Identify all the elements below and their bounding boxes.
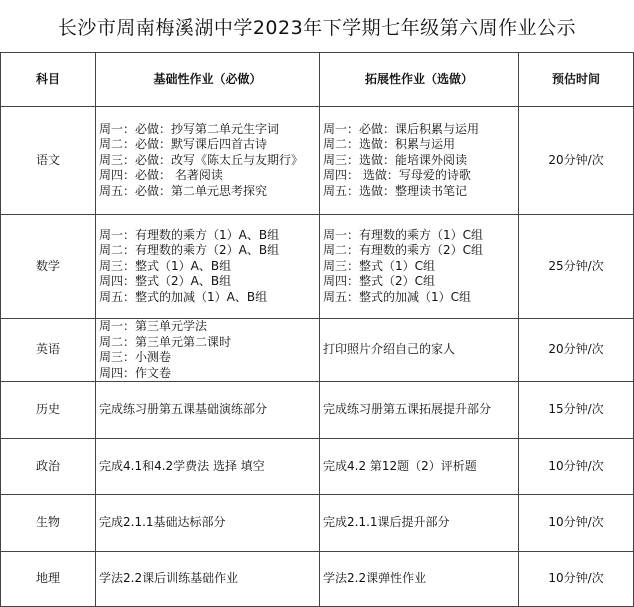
table-row [1,439,634,495]
header-row [1,53,634,107]
basic-homework-line: 周一：有理数的乘方（1）A、B组 [99,227,280,242]
basic-homework-line: 周二：有理数的乘方（2）A、B组 [99,243,280,258]
basic-homework-line: 周五：必做：第二单元思考探究 [99,183,268,198]
subject-cell: 语文 [1,107,96,215]
extended-homework-line: 周一：有理数的乘方（1）C组 [323,227,484,242]
basic-homework-cell [96,495,320,552]
extended-homework-line: 完成2.1.1课后提升部分 [323,515,450,530]
basic-homework-line: 周四：必做： 名著阅读 [99,168,223,183]
basic-homework-line: 周四：作文卷 [99,365,172,380]
extended-homework-line: 周三：选做：能培课外阅读 [323,152,468,167]
header-time: 预估时间 [519,53,634,107]
subject-cell: 政治 [1,439,96,495]
time-cell: 10分钟/次 [519,552,634,607]
subject-cell: 历史 [1,382,96,439]
extended-homework-line: 周四：整式（2）C组 [323,274,436,289]
time-cell: 20分钟/次 [519,107,634,215]
extended-homework-line: 周三：整式（1）C组 [323,258,436,273]
basic-homework-line: 完成2.1.1基础达标部分 [99,515,226,530]
extended-homework-line: 打印照片介绍自己的家人 [323,342,456,357]
basic-homework-line: 周四：整式（2）A、B组 [99,274,232,289]
table-row [1,107,634,215]
time-cell: 10分钟/次 [519,439,634,495]
extended-homework-line: 周二：选做：积累与运用 [323,137,456,152]
extended-homework-cell [320,215,519,319]
table-row [1,552,634,607]
subject-cell: 英语 [1,319,96,382]
table-row [1,215,634,319]
basic-homework-cell [96,382,320,439]
extended-homework-cell [320,319,519,382]
subject-cell: 生物 [1,495,96,552]
basic-homework-line: 学法2.2课后训练基础作业 [99,571,239,586]
basic-homework-line: 周二：第三单元第二课时 [99,334,232,349]
basic-homework-line: 周一：第三单元学法 [99,319,208,333]
header-subject: 科目 [1,53,96,107]
extended-homework-cell [320,495,519,552]
table-row [1,382,634,439]
extended-homework-line: 学法2.2课弹性作业 [323,571,427,586]
time-cell: 15分钟/次 [519,382,634,439]
basic-homework-cell [96,319,320,382]
homework-table [0,52,634,607]
basic-homework-line: 完成4.1和4.2学费法 选择 填空 [99,458,265,473]
time-cell: 10分钟/次 [519,495,634,552]
table-row [1,319,634,382]
extended-homework-line: 完成4.2 第12题（2）评析题 [323,458,477,473]
extended-homework-cell [320,107,519,215]
extended-homework-line: 周五：整式的加减（1）C组 [323,289,472,304]
basic-homework-line: 周三：小测卷 [99,350,172,364]
extended-homework-cell [320,382,519,439]
basic-homework-line: 周二：必做：默写课后四首古诗 [99,137,268,152]
basic-homework-cell [96,107,320,215]
table-row [1,495,634,552]
subject-cell: 数学 [1,215,96,319]
extended-homework-line: 周四： 选做：写母爱的诗歌 [323,168,471,183]
header-basic: 基础性作业（必做） [96,53,320,107]
extended-homework-cell [320,552,519,607]
basic-homework-line: 周三：必做：改写《陈太丘与友期行》 [99,152,304,167]
extended-homework-cell [320,439,519,495]
extended-homework-line: 周二：有理数的乘方（2）C组 [323,243,484,258]
extended-homework-line: 完成练习册第五课拓展提升部分 [323,402,492,417]
basic-homework-line: 周三：整式（1）A、B组 [99,258,232,273]
extended-homework-line: 周一：必做：课后积累与运用 [323,121,480,136]
subject-cell: 地理 [1,552,96,607]
header-extended: 拓展性作业（选做） [320,53,519,107]
basic-homework-line: 周一：必做：抄写第二单元生字词 [99,121,280,136]
basic-homework-line: 完成练习册第五课基础演练部分 [99,402,268,417]
basic-homework-cell [96,215,320,319]
page-title: 长沙市周南梅溪湖中学2023年下学期七年级第六周作业公示 [57,16,577,39]
basic-homework-cell [96,552,320,607]
basic-homework-line: 周五：整式的加减（1）A、B组 [99,289,268,304]
extended-homework-line: 周五：选做：整理读书笔记 [323,183,468,198]
time-cell: 25分钟/次 [519,215,634,319]
time-cell: 20分钟/次 [519,319,634,382]
basic-homework-cell [96,439,320,495]
